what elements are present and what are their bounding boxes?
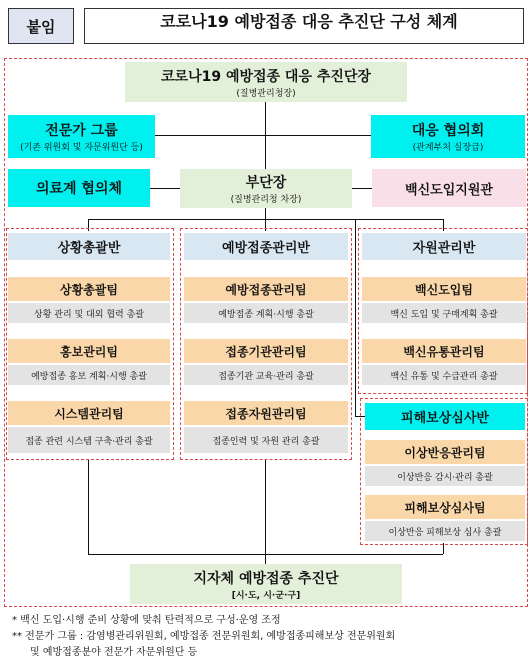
director-box <box>125 62 407 102</box>
connector-top-vertical <box>265 102 266 172</box>
connector-bottom-mid <box>265 459 266 554</box>
section-res: 자원관리반 <box>362 233 526 260</box>
team-comp1-desc: 이상반응 감시·관리 총괄 <box>365 466 525 486</box>
team-vac2-desc: 접종기관 교육·관리 총괄 <box>184 365 348 385</box>
connector-experts-council <box>155 135 371 136</box>
connector-deputy-vaccine <box>352 188 372 189</box>
local-title: 지자체 예방접종 추진단 <box>193 570 339 587</box>
deputy-box <box>180 169 352 208</box>
connector-local-up <box>265 554 266 564</box>
footnote-2-cont: 및 예방접종분야 전문가 자문위원단 등 <box>30 647 198 658</box>
section-sit: 상황총괄반 <box>8 233 170 260</box>
team-vac3-title: 접종자원관리팀 <box>184 401 348 425</box>
team-comp1-title: 이상반응관리팀 <box>365 440 525 464</box>
section-vac: 예방접종관리반 <box>184 233 348 260</box>
team-sit2-title: 홍보관리팀 <box>8 339 170 363</box>
council-sub: (관계부처 실장급) <box>412 143 484 153</box>
team-sit1-title: 상황총괄팀 <box>8 277 170 301</box>
deputy-sub: (질병관리청 차장) <box>230 195 302 205</box>
medical-box <box>8 169 150 207</box>
team-res2-title: 백신유통관리팀 <box>362 339 526 363</box>
team-comp2-desc: 이상반응 피해보상 심사 총괄 <box>365 521 525 541</box>
team-sit2-desc: 예방접종 홍보 계획·시행 총괄 <box>8 365 170 385</box>
team-sit3-desc: 접종 관련 시스템 구축·관리 총괄 <box>8 427 170 453</box>
footnote-1: * 백신 도입·시행 준비 상황에 맞춰 탄력적으로 구성·운영 조정 <box>12 615 281 626</box>
experts-box <box>8 115 155 158</box>
team-vac1-desc: 예방접종 계획·시행 총괄 <box>184 303 348 323</box>
connector-deputy-down <box>265 208 266 219</box>
connector-medical-deputy <box>150 188 180 189</box>
team-vac2-title: 접종기관관리팀 <box>184 339 348 363</box>
team-vac3-desc: 접종인력 및 자원 관리 총괄 <box>184 427 348 453</box>
vaccine-office-box <box>372 169 526 207</box>
team-comp2-title: 피해보상심사팀 <box>365 495 525 519</box>
vaccine-office-title: 백신도입지원관 <box>405 182 493 198</box>
header-tag: 붙임 <box>8 8 74 44</box>
connector-compensation-vertical <box>355 219 356 416</box>
connector-bottom-left <box>88 459 89 554</box>
team-res1-desc: 백신 도입 및 구매계획 총괄 <box>362 303 526 323</box>
section-compensation: 피해보상심사반 <box>365 403 525 430</box>
team-res2-desc: 백신 유통 및 수급관리 총괄 <box>362 365 526 385</box>
team-sit3-title: 시스템관리팀 <box>8 401 170 425</box>
director-sub: (질병관리청장) <box>236 88 296 99</box>
team-res1-title: 백신도입팀 <box>362 277 526 301</box>
team-sit1-desc: 상황 관리 및 대외 협력 총괄 <box>8 303 170 323</box>
council-title: 대응 협의회 <box>411 123 485 139</box>
experts-sub: (기존 위원회 및 자문위원단 등) <box>20 143 143 153</box>
medical-title: 의료계 협의체 <box>35 181 123 197</box>
council-box <box>371 115 525 158</box>
deputy-title: 부단장 <box>245 175 287 191</box>
experts-title: 전문가 그룹 <box>45 123 118 139</box>
footnote-2: ** 전문가 그룹 : 감염병관리위원회, 예방접종 전문위원회, 예방접종피해보상 전문위원회 <box>12 631 396 642</box>
local-box <box>130 564 402 604</box>
director-title: 코로나19 예방접종 대응 추진단장 <box>161 68 371 85</box>
page-title: 코로나19 예방접종 대응 추진단 구성 체계 <box>84 8 524 44</box>
local-sub: [시·도, 시·군·구] <box>231 590 301 601</box>
team-vac1-title: 예방접종관리팀 <box>184 277 348 301</box>
